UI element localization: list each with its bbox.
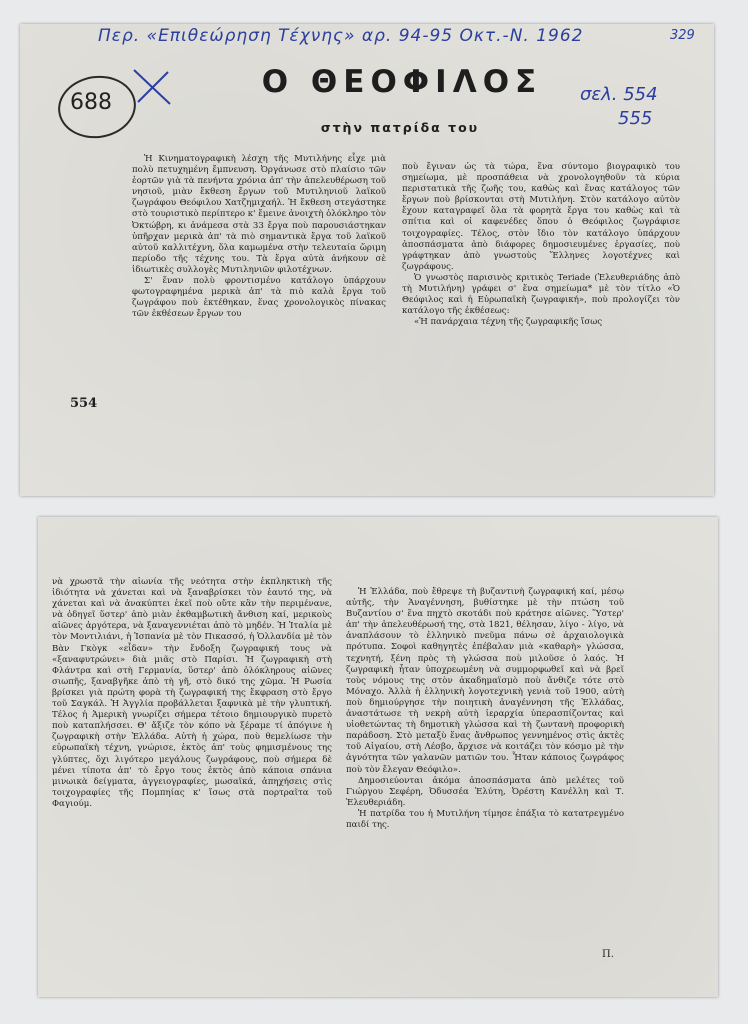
handwritten-page-ref: 329 — [670, 28, 695, 43]
right-column — [402, 162, 680, 328]
handwritten-pages: σελ. 554 — [580, 84, 658, 105]
clipping-page-554 — [20, 24, 714, 496]
left-column — [52, 577, 332, 810]
paragraph: νὰ χρωστᾶ τὴν αἰωνία τῆς νεότητα στὴν ἐκπληκτικὴ τῆς ἰδιότητα νὰ χάνεται καὶ νὰ ξαναβρίσκει τὸν ἑαυτό της, νὰ χάνεται καὶ νὰ ἀνακύπτει ἐκεῖ ποὺ οὔτε κἂν τὴν περιμένανε, νὰ ὁδηγεῖ ὕστερ' ἀπὸ μιὰν ἐκθαμβωτικὴ ἄνθιση καί, μερικοὺς αἰῶνες ἀργότερα, νὰ ξαναγεννιέται ἀπὸ τὸ μηδέν. Ἡ Ἰταλία μὲ τὸν Μοντιλιάνι, ἡ Ἱσπανία μὲ τὸν Πικασσό, ἡ Ὁλλανδία μὲ τὸν Βὰν Γκὸγκ «εἶδαν» τὴν ἔνδοξη ζωγραφική τους νὰ «ξαναφυτρώνει» διὰ μιᾶς στὸ Παρίσι. Ἡ ζωγραφικὴ στὴ Φλάντρα καὶ στὴ Γερμανία, ὕστερ' ἀπὸ ὁλόκληρους αἰῶνες σιωπῆς, ξαναβγῆκε ἀπὸ τὴ γῆ, στὸ δικό της χῶμα. Ἡ Ρωσία βρίσκει γιὰ πρώτη φορὰ τὴ ζωγραφική της ἔκφραση στὸ ἔργο τοῦ Σαγκάλ. Ἡ Ἀγγλία προβάλλεται ξαφνικὰ μὲ τὴν γλυπτική. Τέλος ἡ Ἀμερικὴ γνωρίζει σήμερα τέτοιο δημιουργικὸ πυρετὸ ποὺ καταπλήσσει. Θ' ἄξιζε τὸν κόπο νὰ ξέραμε τί ἀπόγινε ἡ ζωγραφικὴ στὴν Ἑλλάδα. Αὐτὴ ἡ χώρα, ποὺ θεμελίωσε τὴν εὐρωπαϊκὴ τέχνη, γνώρισε, ἐκτὸς ἀπ' τοὺς φημισμένους της γλύπτες, ὄχι λιγότερο μεγάλους ζωγράφους, ποὺ σήμερα δὲ μένει τίποτα ἀπ' τὸ ἔργο τους ἐκτὸς ἀπὸ κάποια σπάνια μινωικὰ δείγματα, ἀγγειογραφίες, μωσαϊκά, ἀπηχήσεις στὶς τοιχογραφίες τῆς Πομπηίας κ' ἴσως στὰ πορτραῖτα τοῦ Φαγιούμ. — [52, 577, 332, 809]
paragraph: Ἡ Ἑλλάδα, ποὺ ἔθρεψε τὴ βυζαντινὴ ζωγραφική καί, μέσῳ αὐτῆς, τὴν Ἀναγέννηση, βυθίστηκε μὲ τὴν πτώση τοῦ Βυζαντίου σ' ἕνα πηχτὸ σκοτάδι ποὺ κράτησε αἰῶνες. Ὕστερ' ἀπ' τὴν ἀπελευθέρωσή της, στὰ 1821, θέλησαν, λίγο - λίγο, νὰ ἀναπλάσουν τὸ ἑλληνικὸ πνεῦμα πάνω σὲ ἀρχαιολογικὰ πρότυπα. Σοφοὶ καθηγητὲς ἐπέβαλαν μιὰ «καθαρὴ» γλώσσα, τεχνητή, ξένη πρὸς τὴ γλώσσα ποὺ μιλοῦσε ὁ λαός. Ἡ ζωγραφικὴ ἦταν ὑποχρεωμένη νὰ συμμορφωθεῖ καὶ νὰ βρεῖ τοὺς νόμους της στὸν ἀκαδημαϊσμὸ ποὺ ἄνθιζε τότε στὸ Μόναχο. Ἀλλὰ ἡ ἑλληνικὴ λογοτεχνικὴ γενιὰ τοῦ 1900, αὐτὴ ποὺ δημιούργησε τὴν ποιητικὴ ἀναγέννηση τῆς Ἑλλάδας, ἀναστάτωσε τὴ νεκρὴ αὐτὴ ἱεραρχία ὑπερασπίζοντας καὶ υἱοθετώντας τὴ δημοτικὴ γλώσσα καὶ τὴ ζωντανὴ προφορικὴ παράδοση. Στὸ μεταξὺ ἕνας ἄνθρωπος γεννημένος στὶς ἀκτὲς τοῦ Αἰγαίου, στὴ Λέσβο, ἄρχισε νὰ κοιτάζει τὸν κόσμο μὲ τὴν ἁγνότητα τῶν γαλανῶν ματιῶν του. Ἦταν κάποιος ζωγράφος ποὺ τὸν ἔλεγαν Θεόφιλο». — [346, 587, 624, 775]
paragraph: Ὁ γνωστὸς παρισινὸς κριτικὸς Teriade (Ἐλευθεριάδης ἀπὸ τὴ Μυτιλήνη) γράφει σ' ἕνα σημείωμα* μὲ τὸν τίτλο «Ὁ Θεόφιλος καὶ ἡ Εὐρωπαϊκὴ ζωγραφική», ποὺ προλογίζει τὸν κατάλογο τῆς ἐκθέσεως: — [402, 272, 680, 317]
x-mark-icon — [128, 64, 178, 110]
paragraph: Σ' ἕναν πολὺ φροντισμένο κατάλογο ὑπάρχουν φωτογραφημένα μερικὰ ἀπ' τὰ πιὸ καλὰ ἔργα τοῦ ζωγράφου ποὺ ἐκτέθηκαν, ἕνας χρονολογικὸς πίνακας τῶν ἐκθέσεων ἔργων του — [132, 276, 386, 320]
paragraph: Ἡ πατρίδα του ἡ Μυτιλήνη τίμησε ἐπάξια τὸ κατατρεγμένο παιδί της. — [346, 808, 624, 830]
article-subtitle: στὴν πατρίδα του — [320, 120, 480, 135]
left-column — [132, 154, 386, 320]
handwritten-pages-2: 555 — [618, 108, 653, 129]
catalog-number: 688 — [70, 90, 112, 115]
clipping-page-555 — [38, 517, 718, 997]
paragraph: ποὺ ἔγιναν ὡς τὰ τώρα, ἕνα σύντομο βιογραφικὸ του σημείωμα, μὲ προσπάθεια νὰ χρονολογηθοῦν τὰ κύρια περιστατικὰ τῆς ζωῆς του, καθὼς καὶ ἕνας κατάλογος τῶν ἔργων ποὺ βρίσκονται στὴ Μυτιλήνη. Στὸν κατάλογο αὐτὸν ἔχουν καταγραφεῖ ὅλα τὰ φορητὰ ἔργα του καθὼς καὶ τὰ σπίτια καὶ οἱ καφενέδες ὅπου ὁ Θεόφιλος ζωγράφισε τοιχογραφίες. Τέλος, στὸν ἴδιο τὸν κατάλογο ὑπάρχουν ἀποσπάσματα ἀπὸ διάφορες δημοσιευμένες ἐργασίες, ποὺ γράφτηκαν ἀπὸ γνωστοὺς Ἕλληνες λογοτέχνες καὶ ζωγράφους. — [402, 162, 680, 272]
author-signature: Π. — [602, 949, 614, 960]
right-column — [346, 587, 624, 831]
article-title: Ο ΘΕΟΦΙΛΟΣ — [261, 64, 543, 100]
page-number: 554 — [70, 396, 98, 411]
paragraph: «Ἡ πανάρχαια τέχνη τῆς ζωγραφικῆς ἴσως — [414, 317, 603, 328]
handwritten-source-note: Περ. «Επιθεώρηση Τέχνης» αρ. 94-95 Οκτ.-Ν. 1962 — [98, 26, 584, 46]
paragraph: Ἡ Κινηματογραφικὴ λέσχη τῆς Μυτιλήνης εἶχε μιὰ πολὺ πετυχημένη ἔμπνευση. Ὀργάνωσε στὸ πλαίσιο τῶν ἑορτῶν γιὰ τὰ πενήντα χρόνια ἀπ' τὴν ἀπελευθέρωση τοῦ νησιοῦ, μιὰν ἔκθεση ἔργων τοῦ Μυτιληνιοῦ λαϊκοῦ ζωγράφου Θεόφιλου Χατζημιχαήλ. Ἡ ἔκθεση στεγάστηκε στὸ τουριστικὸ περίπτερο κ' ἔμεινε ἀνοιχτὴ ὁλόκληρο τὸν Ὀκτώβρη, κι ἀνάμεσα στὰ 33 ἔργα ποὺ παρουσιάστηκαν ὑπῆρχαν μερικὰ ἀπ' τὰ πιὸ σημαντικὰ ἔργα τοῦ λαϊκοῦ αὐτοῦ καλλιτέχνη, ὅλα καμωμένα στὴν τελευταία ὥριμη περίοδο τῆς τέχνης του. Τὰ ἔργα αὐτὰ ἀνήκουν σὲ ἰδιωτικὲς συλλογὲς Μυτιληνιῶν φιλοτέχνων. — [132, 154, 386, 275]
paragraph: Δημοσιεύονται ἀκόμα ἀποσπάσματα ἀπὸ μελέτες τοῦ Γιώργου Σεφέρη, Ὀδυσσέα Ἐλύτη, Ὀρέστη Κανέλλη καὶ Τ. Ἐλευθεριάδη. — [346, 775, 624, 808]
